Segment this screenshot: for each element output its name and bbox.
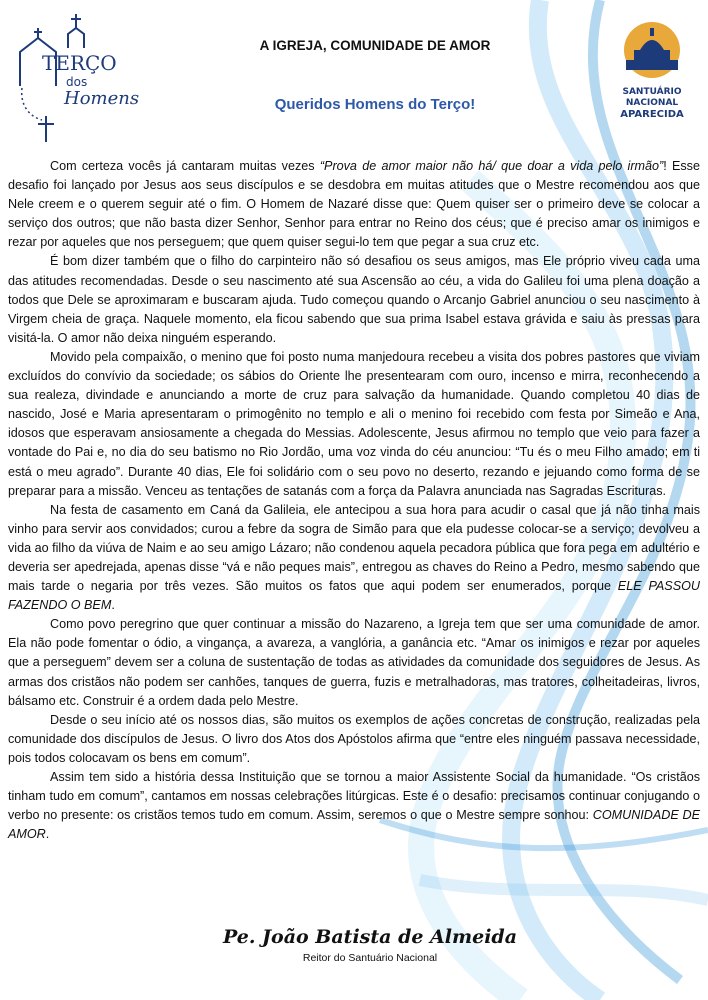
paragraph-1-quote: “Prova de amor maior não há/ que doar a vida pelo irmão” bbox=[319, 159, 664, 173]
santuario-nacional-aparecida-logo bbox=[612, 20, 692, 120]
paragraph-7-text-b: . bbox=[45, 827, 50, 842]
paragraph-1-text-a: Com certeza vocês já cantaram muitas vezes bbox=[50, 159, 320, 173]
page-title: A IGREJA, COMUNIDADE DE AMOR bbox=[259, 38, 491, 53]
logo-left-line3: Homens bbox=[64, 88, 140, 109]
signature-name: Pe. João Batista de Almeida bbox=[222, 926, 518, 948]
paragraph-6: Desde o seu início até os nossos dias, são muitos os exemplos de ações concretas de construção, realizadas pela comunidade dos discípulos de Jesus. O livro dos Atos dos Apóstolos afirma que “entre eles ninguém passava necessidade, pois todos colocavam os bens em comum”. bbox=[8, 712, 700, 765]
paragraph-7 bbox=[8, 768, 700, 844]
paragraph-7-text-a: Assim tem sido a história dessa Instituição que se tornou a maior Assistente Social da humanidade. “Os cristãos tinham tudo em comum”, cantamos em nossas celebrações litúrgicas. Este é o desafio: precisamos continuar conjugando o verbo no presente: os cristãos temos tudo em comum. Assim, seremos o que o Mestre sempre sonhou: bbox=[8, 770, 700, 823]
paragraph-1 bbox=[8, 157, 700, 252]
basilica-emblem-icon bbox=[612, 20, 692, 82]
logo-left-line2: dos bbox=[66, 75, 88, 89]
signature-role: Reitor do Santuário Nacional bbox=[302, 952, 438, 964]
logo-right-line2: NACIONAL bbox=[625, 98, 679, 108]
paragraph-2: É bom dizer também que o filho do carpinteiro não só desafiou os seus amigos, mas Ele próprio viveu cada uma das atitudes recomendadas. Desde o seu nascimento até sua Ascensão ao céu, a vida do Galileu foi uma plena doação a todos que Dele se aproximaram e buscaram ajuda. Tudo começou quando o Arcanjo Gabriel anunciou o seu nascimento à Virgem cheia de graça. Naquele momento, ela ficou sabendo que sua prima Isabel estava grávida e saiu às pressas para visitá-la. O amor não deixa ninguém esperando. bbox=[8, 254, 700, 345]
paragraph-4-text-b: . bbox=[111, 598, 115, 613]
paragraph-5: Como povo peregrino que quer continuar a missão do Nazareno, a Igreja tem que ser uma comunidade de amor. Ela não pode fomentar o ódio, a vingança, a avareza, a vanglória, a ganância etc. “Amar os inimigos e rezar por aqueles que a perseguem” devem ser a coluna de sustentação de todas as atividades da comunidade dos seguidores de Jesus. As armas dos cristãos não podem ser canhões, tanques de guerra, fuzis e metralhadoras, mas tratores, colheitadeiras, livros, bálsamo etc. Construir é a ordem dada pelo Mestre. bbox=[8, 617, 700, 708]
greeting-subtitle: Queridos Homens do Terço! bbox=[274, 96, 476, 113]
paragraph-4-text-a: Na festa de casamento em Caná da Galileia, ele antecipou a sua hora para acudir o casal que já não tinha mais vinho para servir aos convidados; curou a febre da sogra de Simão para que ela pudesse colocar-se a serviço; devolveu a vida ao filho da viúva de Naim e ao seu amigo Lázaro; não condenou aquela pecadora pública que fora pega em adultério e deveria ser apedrejada, apenas disse “vá e não peques mais”, entregou as chaves do Reino a Pedro, mesmo sabendo que mais tarde o negaria por três vezes. São muitos os fatos que aqui podem ser enumerados, porque bbox=[8, 502, 700, 594]
logo-left-line1: TERÇO bbox=[42, 51, 117, 75]
terco-dos-homens-logo bbox=[6, 8, 146, 148]
paragraph-7-emphasis: COMUNIDADE DE AMOR bbox=[8, 808, 700, 842]
logo-right-line3: APARECIDA bbox=[620, 109, 684, 120]
paragraph-1-text-b: ! Esse desafio foi lançado por Jesus aos seus discípulos e se desdobra em muitas atitudes que o Mestre recomendou aos que Nele creem e o querem seguir até o fim. O Homem de Nazaré disse que: Quem quiser ser o primeiro deve se colocar a serviço dos outros; que não basta dizer Senhor, Senhor para entrar no Reino dos céus; que é preciso amar os inimigos e rezar por aqueles que nos perseguem; que quem quiser segui-lo tem que pegar a sua cruz etc. bbox=[8, 159, 700, 250]
logo-right-line1: SANTUÁRIO bbox=[622, 87, 682, 97]
paragraph-3: Movido pela compaixão, o menino que foi posto numa manjedoura recebeu a visita dos pobres pastores que viviam excluídos do convívio da sociedade; os sábios do Oriente lhe presentearam com ouro, incenso e mirra, reconhecendo a sua realeza, divindade e anunciando a morte de cruz para salvação da humanidade. Quando completou 40 dias de nascido, José e Maria apresentaram o primogênito no templo e ali o menino foi recebido com festa por Simeão e Ana, idosos que esperavam ansiosamente a chegada do Messias. Adolescente, Jesus afirmou no templo que veio para fazer a vontade do Pai e, no dia do seu batismo no Rio Jordão, uma voz vinda do céu anunciou: “Tu és o meu Filho amado; em ti está o meu agrado”. Durante 40 dias, Ele foi solidário com o seu povo no deserto, rezando e jejuando como forma de se preparar para a missão. Venceu as tentações de satanás com a força da Palavra anunciada nas Sagradas Escrituras. bbox=[8, 349, 700, 498]
letter-body bbox=[8, 157, 700, 844]
signature-block bbox=[200, 926, 540, 964]
paragraph-4 bbox=[8, 501, 700, 616]
paragraph-4-emphasis: ELE PASSOU FAZENDO O BEM bbox=[8, 579, 700, 613]
